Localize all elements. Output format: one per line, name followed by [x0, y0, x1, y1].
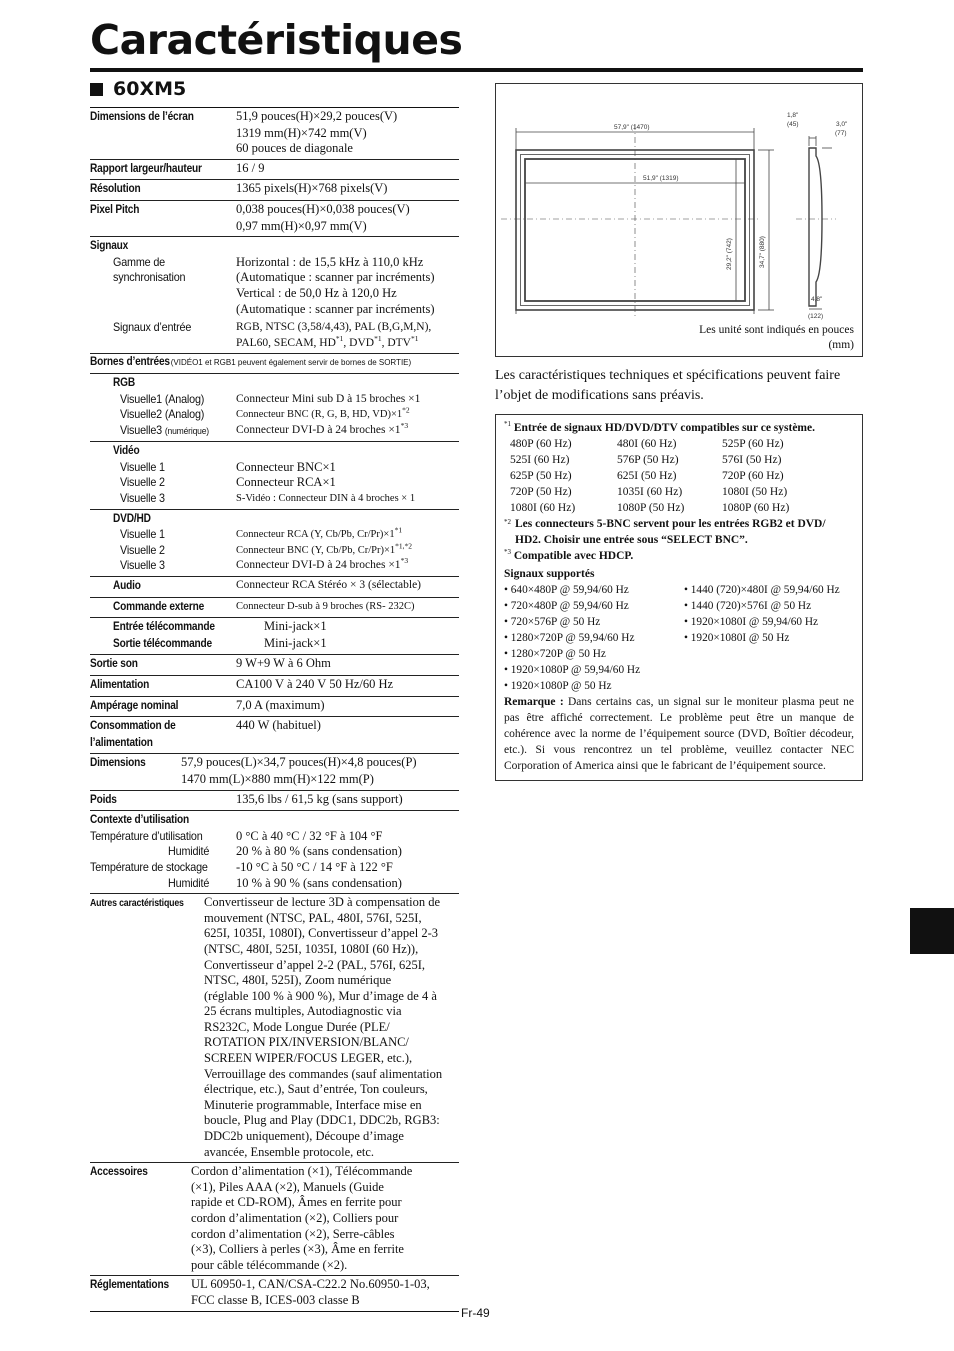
spec-row-pitch	[90, 201, 459, 237]
spec-value: Connecteur RCA Stéréo × 3 (sélectable)	[236, 579, 421, 592]
footnote-line: HD2. Choisir une entrée sous “SELECT BNC”.	[515, 534, 748, 546]
spec-value-line: UL 60950-1, CAN/CSA-C22.2 No.60950-1-03,	[191, 1277, 430, 1292]
spec-text: Connecteur DVI-D à 24 broches ×1	[236, 559, 401, 572]
footnote-mark: *1,*2	[395, 541, 413, 551]
spec-value: 7,0 A (maximum)	[236, 697, 325, 712]
format-item: 625I (50 Hz)	[617, 470, 677, 482]
spec-text: , DVD	[343, 336, 375, 349]
spec-value: 16 / 9	[236, 160, 265, 175]
spec-value: Connecteur Mini sub D à 15 broches ×1	[236, 392, 421, 405]
spec-label: RGB	[113, 376, 135, 389]
spec-sublabel: Visuelle 1	[120, 459, 165, 474]
spec-text: Connecteur DVI-D à 24 broches ×1	[236, 423, 401, 436]
dim-label-total-height: 34,7" (880)	[759, 236, 766, 268]
footnote-mark: *1	[504, 420, 511, 429]
spec-value-line: FCC classe B, ICES-003 classe B	[191, 1292, 360, 1307]
spec-value	[236, 333, 459, 352]
signal-item	[684, 646, 854, 662]
spec-value-list	[191, 1164, 459, 1273]
spec-value-line: Minuterie programmable, Interface mise en	[204, 1097, 422, 1112]
footnote-mark: *1	[410, 333, 419, 343]
spec-label: Rapport largeur/hauteur	[90, 162, 202, 175]
dimension-drawing	[496, 84, 864, 358]
signal-item: • 1920×1080I @ 50 Hz	[684, 632, 790, 644]
spec-value: 0 °C à 40 °C / 32 °F à 104 °F	[236, 828, 383, 843]
format-item: 625P (50 Hz)	[510, 470, 572, 482]
spec-sublabel: synchronisation	[113, 270, 186, 285]
spec-value-list	[191, 1277, 459, 1308]
spec-value	[236, 420, 459, 440]
footnote-mark: *2	[402, 405, 410, 415]
format-item: 720P (60 Hz)	[722, 470, 784, 482]
spec-label: Commande externe	[113, 600, 205, 613]
spec-sublabel	[120, 423, 209, 440]
format-item: 720P (50 Hz)	[510, 486, 572, 498]
format-item: 576I (50 Hz)	[722, 454, 782, 466]
spec-value: 9 W+9 W à 6 Ohm	[236, 656, 331, 671]
spec-text: Connecteur BNC (R, G, B, HD, VD)×1	[236, 409, 403, 421]
spec-row-rgb	[90, 374, 459, 442]
spec-sublabel: Température de stockage	[90, 859, 208, 874]
spec-text: Connecteur RCA (Y, Cb/Pb, Cr/Pr)×1	[236, 529, 395, 541]
spec-note: (VIDÉO1 et RGB1 peuvent également servir de bornes de SORTIE)	[170, 358, 412, 368]
spec-value-line: NTSC, 480I, 525I), Zoom numérique	[204, 973, 392, 988]
spec-row-commande	[90, 598, 459, 619]
format-grid	[504, 436, 854, 516]
spec-value: Connecteur D-sub à 9 broches (RS- 232C)	[236, 600, 415, 612]
spec-value: 0,97 mm(H)×0,97 mm(V)	[236, 218, 367, 233]
spec-text: Connecteur BNC (Y, Cb/Pb, Cr/Pr)×1	[236, 544, 396, 556]
spec-value-line: RS232C, Mode Longue Durée (PLE/	[204, 1019, 390, 1034]
signal-item: • 1280×720P @ 59,94/60 Hz	[504, 632, 635, 644]
dim-label-depth-top-mm: (45)	[787, 121, 799, 128]
spec-sublabel: Visuelle 3	[120, 491, 165, 506]
spec-value: 440 W (habituel)	[236, 718, 321, 733]
dim-label-depth-side: 3,0"	[836, 121, 848, 128]
caption-line: (mm)	[828, 339, 854, 351]
format-item: 480P (60 Hz)	[510, 438, 572, 450]
spec-row-dimensions	[90, 754, 459, 790]
format-item: 525P (60 Hz)	[722, 438, 784, 450]
spec-value-line: 25 écrans multiples, Autodiagnostic via	[204, 1004, 402, 1019]
spec-value-line: boucle, Plug and Play (DDC1, DDC2b, RGB3:	[204, 1113, 440, 1128]
spec-sublabel: Visuelle 2	[120, 475, 165, 490]
format-item: 1080P (50 Hz)	[617, 502, 685, 514]
spec-row-consommation	[90, 717, 459, 754]
dim-label-depth-side-mm: (77)	[835, 130, 847, 137]
signal-item: • 1920×1080P @ 59,94/60 Hz	[504, 664, 641, 676]
spec-row-contexte	[90, 811, 459, 894]
remark-text: Dans certains cas, un signal sur le moniteur plasma peut ne pas être affiché correctement. Le problème peut être un manque de cohérence avec la norme de l’équipement source (DVD, Boîtier décodeur, etc.). Si vous rencontrez un tel problème, veuillez contacter NEC Corporation of America ainsi que le fabricant de l’équipement source.	[504, 696, 855, 772]
footnote-mark: *3	[400, 420, 409, 430]
spec-row-audio	[90, 577, 459, 598]
spec-value-line: cordon d’alimentation (×2), Colliers pour	[191, 1211, 399, 1225]
spec-value: Mini-jack×1	[264, 619, 327, 634]
spec-value-list	[204, 895, 459, 1160]
spec-sublabel: Visuelle1 (Analog)	[120, 391, 205, 406]
spec-label: DVD/HD	[113, 512, 151, 525]
signal-item: • 720×480P @ 59,94/60 Hz	[504, 600, 629, 612]
signal-item: • 1440 (720)×480I @ 59,94/60 Hz	[684, 584, 840, 596]
spec-value: Connecteur RCA×1	[236, 475, 336, 490]
spec-value: 57,9 pouces(L)×34,7 pouces(H)×4,8 pouces(P)	[181, 755, 417, 770]
spec-value-line: électrique, etc.), Saut d’entrée, Ton couleurs,	[204, 1082, 428, 1097]
spec-label: Consommation de	[90, 720, 176, 733]
spec-row-autres	[90, 894, 459, 1163]
footnote-text: Compatible avec HDCP.	[513, 550, 634, 562]
dimension-diagram	[495, 83, 863, 357]
dim-label-total-width: 57,9" (1470)	[614, 124, 650, 131]
spec-sublabel: Humidité	[168, 875, 210, 890]
spec-text: , DTV	[381, 336, 411, 349]
remark-label: Remarque :	[504, 696, 564, 708]
spec-value-line: avancée, Ensemble protocole, etc.	[204, 1144, 375, 1159]
spec-value-line: ROTATION PIX/INVERSION/BLANC/	[204, 1035, 409, 1050]
spec-sublabel: Humidité	[168, 844, 210, 859]
format-item: 525I (60 Hz)	[510, 454, 570, 466]
format-item: 1080P (60 Hz)	[722, 502, 790, 514]
spec-value-line: (réglable 100 % à 900 %), Mur d’image de 4 à	[204, 988, 437, 1003]
spec-text: Visuelle3	[120, 422, 163, 437]
signals-grid	[504, 582, 854, 694]
signal-item: • 720×576P @ 50 Hz	[504, 616, 601, 628]
dim-label-depth-bottom: 4,8"	[811, 296, 823, 303]
spec-row-ecran	[90, 108, 459, 160]
spec-row-dvd	[90, 510, 459, 577]
spec-label: Sortie son	[90, 658, 138, 671]
spec-value-line: Convertisseur d’appel 2-2 (PAL, 576I, 625I,	[204, 957, 426, 972]
spec-label: Entrée télécommande	[113, 621, 215, 634]
footnote-text: Entrée de signaux HD/DVD/DTV compatibles sur ce système.	[513, 422, 815, 434]
spec-label: Autres caractéristiques	[90, 898, 184, 910]
spec-label: Ampérage nominal	[90, 699, 179, 712]
spec-text: (numérique)	[164, 425, 209, 437]
spec-label: Réglementations	[90, 1279, 169, 1292]
signal-item: • 1280×720P @ 50 Hz	[504, 648, 606, 660]
dim-label-depth-bottom-mm: (122)	[808, 313, 824, 320]
spec-sublabel: Gamme de	[113, 254, 165, 269]
spec-row-poids	[90, 791, 459, 812]
spec-value-line: (NTSC, 480I, 525I, 1035I, 1080I (60 Hz)),	[204, 941, 419, 956]
spec-value: 1319 mm(H)×742 mm(V)	[236, 125, 367, 140]
spec-label: Bornes d’entrées	[90, 356, 170, 369]
spec-label: Vidéo	[113, 445, 140, 458]
spec-value-line: Cordon d’alimentation (×1), Télécommande	[191, 1164, 413, 1179]
spec-value: RGB, NTSC (3,58/4,43), PAL (B,G,M,N),	[236, 321, 432, 334]
model-heading	[90, 76, 186, 102]
spec-sublabel: Signaux d’entrée	[113, 320, 192, 335]
spec-value: Horizontal : de 15,5 kHz à 110,0 kHz	[236, 254, 424, 269]
spec-value-line: rapide et CD-ROM), Âmes en ferrite pour	[191, 1195, 402, 1210]
spec-value-line: (×3), Colliers à perles (×3), Âme en ferrite	[191, 1242, 404, 1257]
spec-value-line: (×1), Piles AAA (×2), Manuels (Guide	[191, 1179, 384, 1194]
spec-value	[236, 407, 459, 423]
spec-value: Connecteur BNC×1	[236, 459, 336, 474]
square-bullet-icon	[90, 83, 103, 96]
format-item: 1035I (60 Hz)	[617, 486, 683, 498]
signal-item	[684, 662, 854, 678]
signal-item: • 640×480P @ 59,94/60 Hz	[504, 584, 629, 596]
spec-sublabel: Visuelle 2	[120, 542, 165, 557]
spec-value: CA100 V à 240 V 50 Hz/60 Hz	[236, 677, 394, 691]
spec-value: -10 °C à 50 °C / 14 °F à 122 °F	[236, 859, 393, 874]
spec-value-line: pour câble télécommande (×2).	[191, 1257, 348, 1272]
dim-label-screen-width: 51,9" (1319)	[643, 175, 679, 182]
spec-value-line: mouvement (NTSC, PAL, 480I, 576I, 525I,	[204, 910, 422, 925]
spec-row-video	[90, 442, 459, 509]
spec-row-bornes-head	[90, 354, 459, 374]
spec-row-reglementations	[90, 1276, 459, 1311]
spec-value	[236, 558, 459, 574]
format-item: 480I (60 Hz)	[617, 438, 677, 450]
spec-row-accessoires	[90, 1163, 459, 1276]
footnote-mark: *1	[394, 525, 403, 535]
signals-title: Signaux supportés	[504, 568, 595, 580]
signal-item	[684, 678, 854, 694]
footnote-mark: *3	[400, 556, 409, 566]
side-profile	[809, 148, 822, 306]
spec-label: Dimensions de l’écran	[90, 111, 194, 123]
spec-value: Vertical : de 50,0 Hz à 120,0 Hz	[236, 285, 397, 300]
footnote-mark: *1	[374, 333, 382, 343]
footnote-mark: *3	[504, 548, 511, 557]
spec-value	[236, 543, 459, 559]
dim-label-screen-height: 29,2" (742)	[726, 238, 733, 270]
spec-value: 0,038 pouces(H)×0,038 pouces(V)	[236, 201, 410, 216]
spec-row-son	[90, 655, 459, 676]
spec-row-alimentation	[90, 676, 459, 697]
spec-value-line: Verrouillage des commandes (sauf alimentation	[204, 1066, 443, 1081]
page-number: Fr-49	[461, 1306, 490, 1320]
footnotes-box	[495, 414, 863, 781]
spec-table	[90, 107, 459, 1312]
spec-row-resolution	[90, 180, 459, 201]
spec-value-line: SCREEN WIPER/FOCUS LEGER, etc.),	[204, 1051, 413, 1066]
caption-line: Les unité sont indiqués en pouces	[699, 324, 854, 336]
spec-value: 60 pouces de diagonale	[236, 141, 353, 156]
spec-label: Dimensions	[90, 757, 146, 770]
spec-sublabel: Visuelle2 (Analog)	[120, 407, 205, 422]
signal-item: • 1920×1080P @ 50 Hz	[504, 680, 612, 692]
model-name: 60XM5	[113, 78, 187, 100]
spec-value	[236, 527, 459, 543]
spec-label: Résolution	[90, 183, 141, 196]
spec-value-line: cordon d’alimentation (×2), Serre-câbles	[191, 1226, 395, 1241]
spec-value-line: 625I, 1035I, 1080I), Convertisseur d’appel 2-3	[204, 926, 438, 941]
spec-value-line: Convertisseur de lecture 3D à compensation de	[204, 895, 441, 910]
spec-label: Poids	[90, 793, 117, 806]
spec-label: Contexte d’utilisation	[90, 814, 190, 827]
spec-row-signaux	[90, 237, 459, 354]
notice-text: Les caractéristiques techniques et spécifications peuvent faire l’objet de modifications sans préavis.	[495, 368, 841, 403]
spec-value: 1470 mm(L)×880 mm(H)×122 mm(P)	[181, 771, 374, 786]
spec-text: PAL60, SECAM, HD	[236, 336, 336, 349]
diagram-caption	[699, 323, 854, 353]
format-item: 1080I (50 Hz)	[722, 486, 788, 498]
spec-value: 135,6 lbs / 61,5 kg (sans support)	[236, 791, 403, 806]
spec-value: Mini-jack×1	[264, 635, 327, 650]
format-item: 576P (50 Hz)	[617, 454, 679, 466]
spec-sublabel: Visuelle 1	[120, 527, 165, 542]
spec-label: l’alimentation	[90, 736, 153, 749]
spec-sublabel: Température d’utilisation	[90, 828, 203, 843]
spec-sublabel: Visuelle 3	[120, 558, 165, 573]
spec-value: 20 % à 80 % (sans condensation)	[236, 844, 402, 859]
spec-value: 51,9 pouces(H)×29,2 pouces(V)	[236, 109, 398, 123]
spec-value: (Automatique : scanner par incréments)	[236, 301, 435, 316]
section-tab-marker	[910, 908, 954, 954]
spec-value: (Automatique : scanner par incréments)	[236, 270, 435, 285]
footnote-text	[515, 516, 826, 548]
spec-row-amperage	[90, 697, 459, 718]
signal-item: • 1440 (720)×576I @ 50 Hz	[684, 600, 812, 612]
spec-row-rapport	[90, 160, 459, 181]
spec-value: 10 % à 90 % (sans condensation)	[236, 875, 402, 890]
signal-item: • 1920×1080I @ 59,94/60 Hz	[684, 616, 819, 628]
spec-label: Accessoires	[90, 1166, 148, 1179]
footnote-line: Les connecteurs 5-BNC servent pour les entrées RGB2 et DVD/	[515, 518, 826, 530]
footnote-mark: *2	[504, 518, 511, 526]
spec-value: 1365 pixels(H)×768 pixels(V)	[236, 181, 388, 196]
spec-label: Alimentation	[90, 679, 150, 691]
footnote-mark: *1	[335, 333, 344, 343]
page-title: Caractéristiques	[90, 16, 463, 64]
format-item: 1080I (60 Hz)	[510, 502, 576, 514]
spec-row-telecommande	[90, 618, 459, 655]
right-column	[495, 83, 863, 781]
spec-label: Pixel Pitch	[90, 203, 140, 216]
spec-value-line: DDC2b uniquement), Découpe d’image	[204, 1129, 404, 1144]
spec-label: Audio	[113, 580, 141, 593]
title-rule	[90, 68, 863, 72]
spec-label: Signaux	[90, 240, 129, 253]
dim-label-depth-top: 1,8"	[787, 112, 799, 119]
spec-value: S-Vidéo : Connecteur DIN à 4 broches × 1	[236, 493, 416, 505]
spec-label: Sortie télécommande	[113, 637, 213, 650]
